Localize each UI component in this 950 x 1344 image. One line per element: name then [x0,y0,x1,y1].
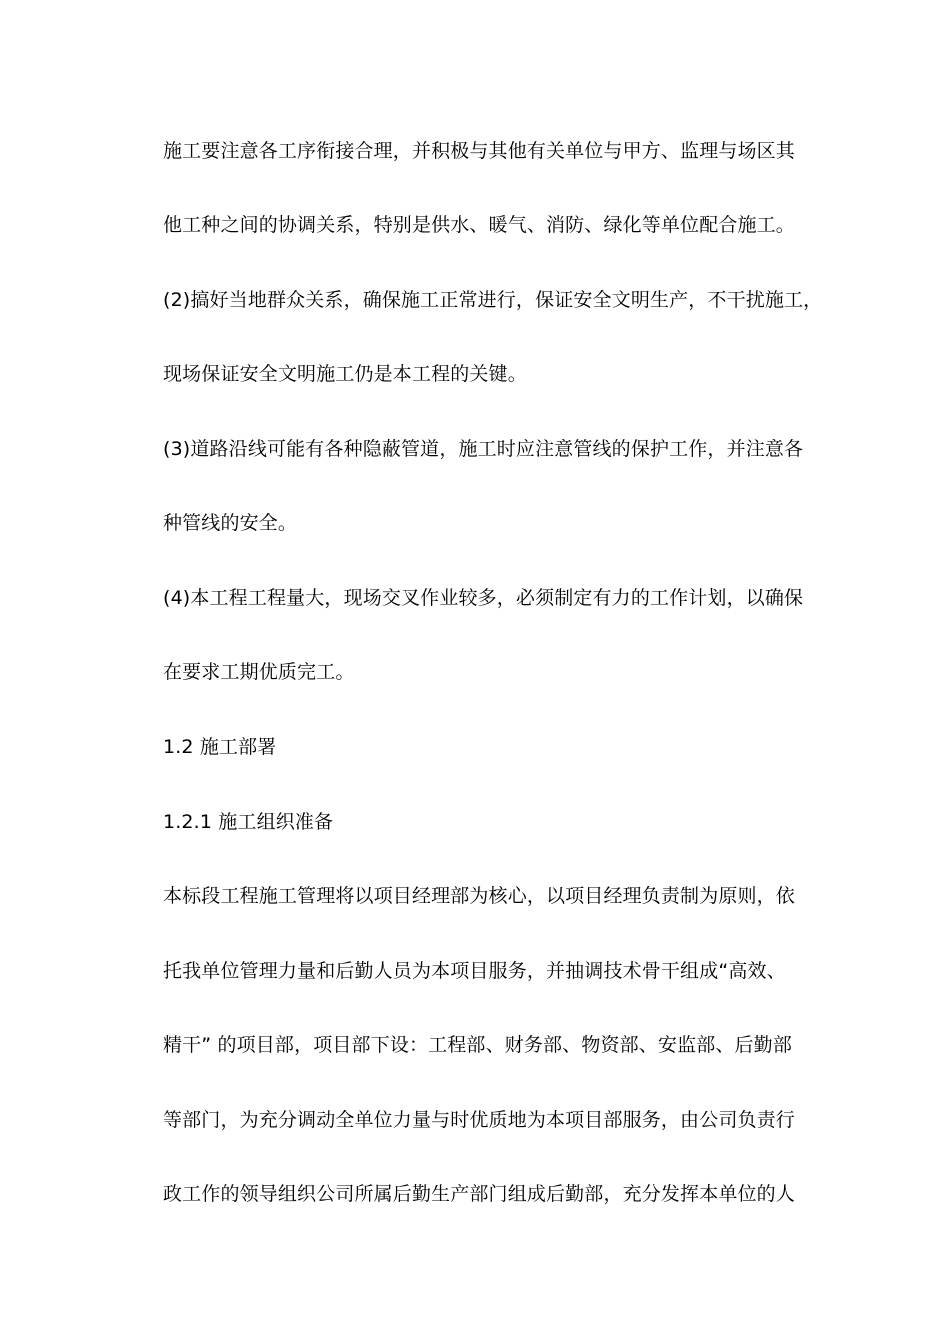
paragraph-line: 他工种之间的协调关系，特别是供水、暖气、消防、绿化等单位配合施工。 [163,214,795,236]
paragraph-line: 政工作的领导组织公司所属后勤生产部门组成后勤部，充分发挥本单位的人 [163,1183,795,1205]
list-item-line: (2)搞好当地群众关系，确保施工正常进行，保证安全文明生产，不干扰施工， [163,289,823,311]
paragraph-line: 施工要注意各工序衔接合理，并积极与其他有关单位与甲方、监理与场区其 [163,140,795,162]
paragraph-line: 在要求工期优质完工。 [163,661,355,683]
paragraph-line: 本标段工程施工管理将以项目经理部为核心，以项目经理负责制为原则，依 [163,885,795,907]
paragraph-line: 托我单位管理力量和后勤人员为本项目服务，并抽调技术骨干组成“高效、 [163,960,786,982]
list-item-line: (4)本工程工程量大，现场交叉作业较多，必须制定有力的工作计划，以确保 [163,587,804,609]
paragraph-line: 现场保证安全文明施工仍是本工程的关键。 [163,363,527,385]
section-heading: 1.2 施工部署 [163,736,277,758]
list-item-line: (3)道路沿线可能有各种隐蔽管道，施工时应注意管线的保护工作，并注意各 [163,438,804,460]
paragraph-line: 种管线的安全。 [163,512,298,534]
subsection-heading: 1.2.1 施工组织准备 [163,811,334,833]
paragraph-line: 等部门，为充分调动全单位力量与时优质地为本项目部服务，由公司负责行 [163,1109,795,1131]
paragraph-line: 精干” 的项目部，项目部下设：工程部、财务部、物资部、安监部、后勤部 [163,1034,792,1056]
